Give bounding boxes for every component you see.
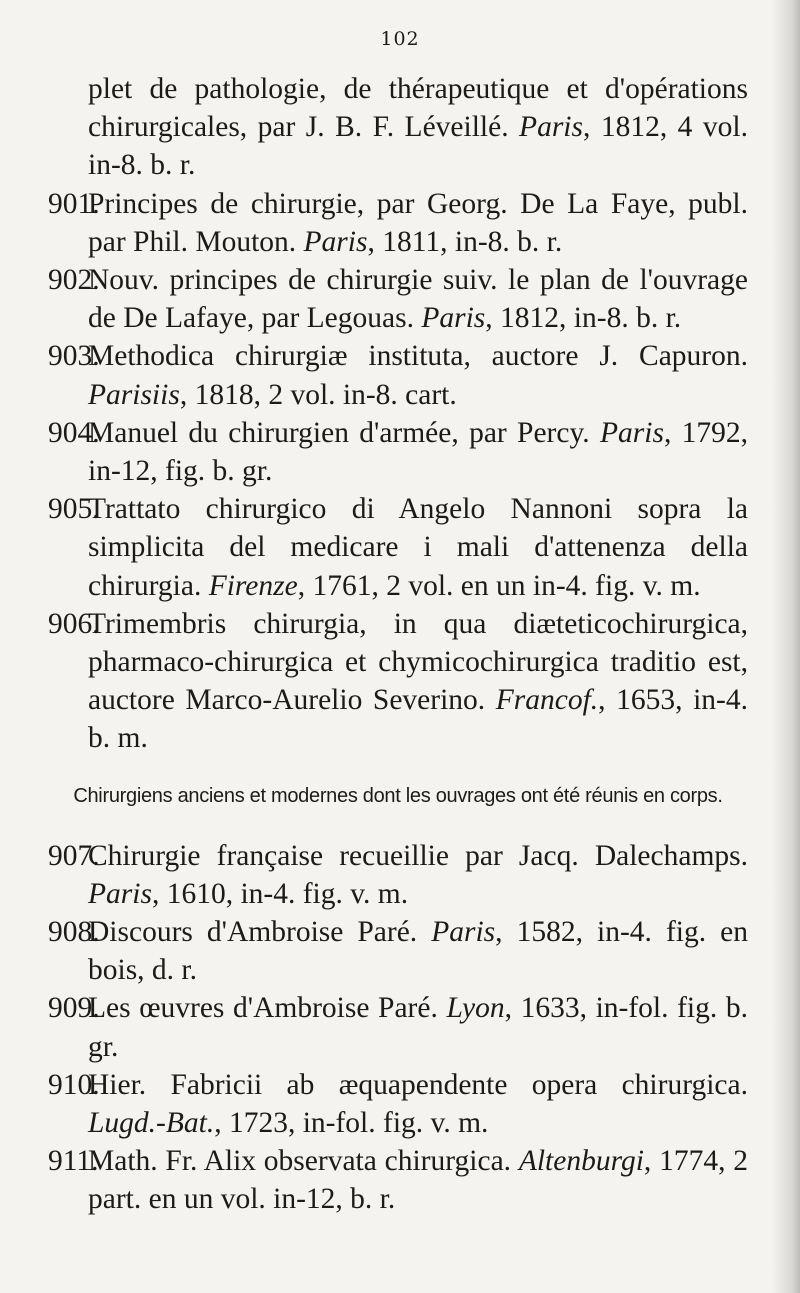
catalogue-entry — [48, 1142, 748, 1218]
entry-list-collected-works — [48, 837, 748, 1219]
entry-place: Parisiis — [88, 378, 180, 411]
catalogue-entry — [48, 1066, 748, 1142]
catalogue-entry — [48, 337, 748, 413]
catalogue-entry — [48, 605, 748, 758]
entry-place: Paris — [431, 916, 496, 949]
entry-list-surgery — [48, 70, 748, 758]
entry-text: Trimembris chirurgia, in qua diæteticochirurgica, pharmaco-chirurgica et chymicochirurgica traditio est, auctore Marco-Aurelio Severino. — [88, 607, 748, 717]
entry-text: , 1610, in-4. fig. v. m. — [151, 877, 409, 910]
catalogue-text — [48, 70, 748, 1219]
entry-place: Francof. — [495, 684, 599, 717]
entry-number: 901. — [48, 187, 100, 220]
entry-place: Paris — [88, 877, 152, 910]
entry-text: , 1633, in-fol. fig. b. gr. — [88, 992, 748, 1063]
catalogue-entry — [48, 414, 748, 490]
entry-number: 903. — [48, 340, 100, 373]
entry-text: plet de pathologie, de thérapeutique et d'opérations chirurgicales, par J. B. F. Léveillé. — [88, 73, 748, 144]
entry-text: , 1818, 2 vol. in-8. cart. — [179, 378, 457, 411]
entry-text: , 1792, in-12, fig. b. gr. — [88, 416, 749, 488]
entry-place: Lugd.-Bat. — [88, 1107, 215, 1140]
entry-text: Les œuvres d'Ambroise Paré. — [88, 992, 447, 1025]
entry-number: 909. — [48, 992, 100, 1025]
entry-text: , 1774, 2 part. en un vol. in-12, b. r. — [88, 1145, 748, 1216]
entry-text: Manuel du chirurgien d'armée, par Percy. — [88, 416, 600, 449]
catalogue-entry — [48, 70, 748, 185]
entry-number: 908. — [48, 916, 100, 949]
entry-text: , 1811, in-8. b. r. — [367, 225, 563, 258]
entry-place: Paris — [421, 302, 486, 335]
entry-text: Discours d'Ambroise Paré. — [88, 916, 432, 949]
entry-place: Paris — [519, 111, 583, 144]
entry-text: Nouv. principes de chirurgie suiv. le plan de l'ouvrage de De Lafaye, par Legouas. — [88, 264, 748, 335]
entry-text: Trattato chirurgico di Angelo Nannoni sopra la simplicita del medicare i mali d'attenenza della chirurgia. — [88, 493, 748, 602]
entry-place: Firenze — [208, 569, 298, 602]
entry-place: Altenburgi — [518, 1145, 644, 1178]
section-heading: Chirurgiens anciens et modernes dont les ouvrages ont été réunis en corps. — [73, 784, 723, 807]
entry-text: , 1653, in-4. b. m. — [88, 684, 748, 755]
entry-number: 907. — [48, 839, 100, 872]
entry-text: Chirurgie française recueillie par Jacq. Dalechamps. — [88, 839, 748, 872]
entry-text: , 1723, in-fol. fig. v. m. — [214, 1107, 489, 1140]
entry-number: 904. — [48, 416, 100, 449]
entry-number: 905. — [48, 493, 100, 526]
entry-text: , 1812, in-8. b. r. — [485, 302, 682, 335]
entry-number: 911. — [48, 1145, 99, 1178]
entry-text: Methodica chirurgiæ instituta, auctore J. Capuron. — [88, 340, 748, 373]
entry-place: Paris — [600, 416, 664, 449]
page-number: 102 — [380, 28, 420, 50]
entry-text: , 1761, 2 vol. en un in-4. fig. v. m. — [297, 569, 701, 602]
catalogue-entry — [48, 989, 748, 1065]
catalogue-entry — [48, 837, 748, 913]
catalogue-entry — [48, 185, 748, 261]
entry-text: , 1582, in-4. fig. en bois, d. r. — [88, 916, 748, 987]
entry-text: Principes de chirurgie, par Georg. De La Faye, publ. par Phil. Mouton. — [88, 187, 748, 258]
entry-place: Paris — [303, 225, 368, 258]
entry-number: 906. — [48, 607, 100, 640]
entry-text: , 1812, 4 vol. in-8. b. r. — [88, 111, 748, 182]
catalogue-entry — [48, 490, 748, 605]
entry-text: Hier. Fabricii ab æquapendente opera chirurgica. — [88, 1068, 748, 1101]
catalogue-entry — [48, 261, 748, 337]
page-edge-shadow — [772, 0, 800, 1293]
entry-place: Lyon — [446, 992, 505, 1025]
entry-text: Math. Fr. Alix observata chirurgica. — [88, 1145, 519, 1178]
catalogue-entry — [48, 913, 748, 989]
entry-number: 910. — [48, 1068, 100, 1101]
entry-number: 902. — [48, 264, 100, 297]
